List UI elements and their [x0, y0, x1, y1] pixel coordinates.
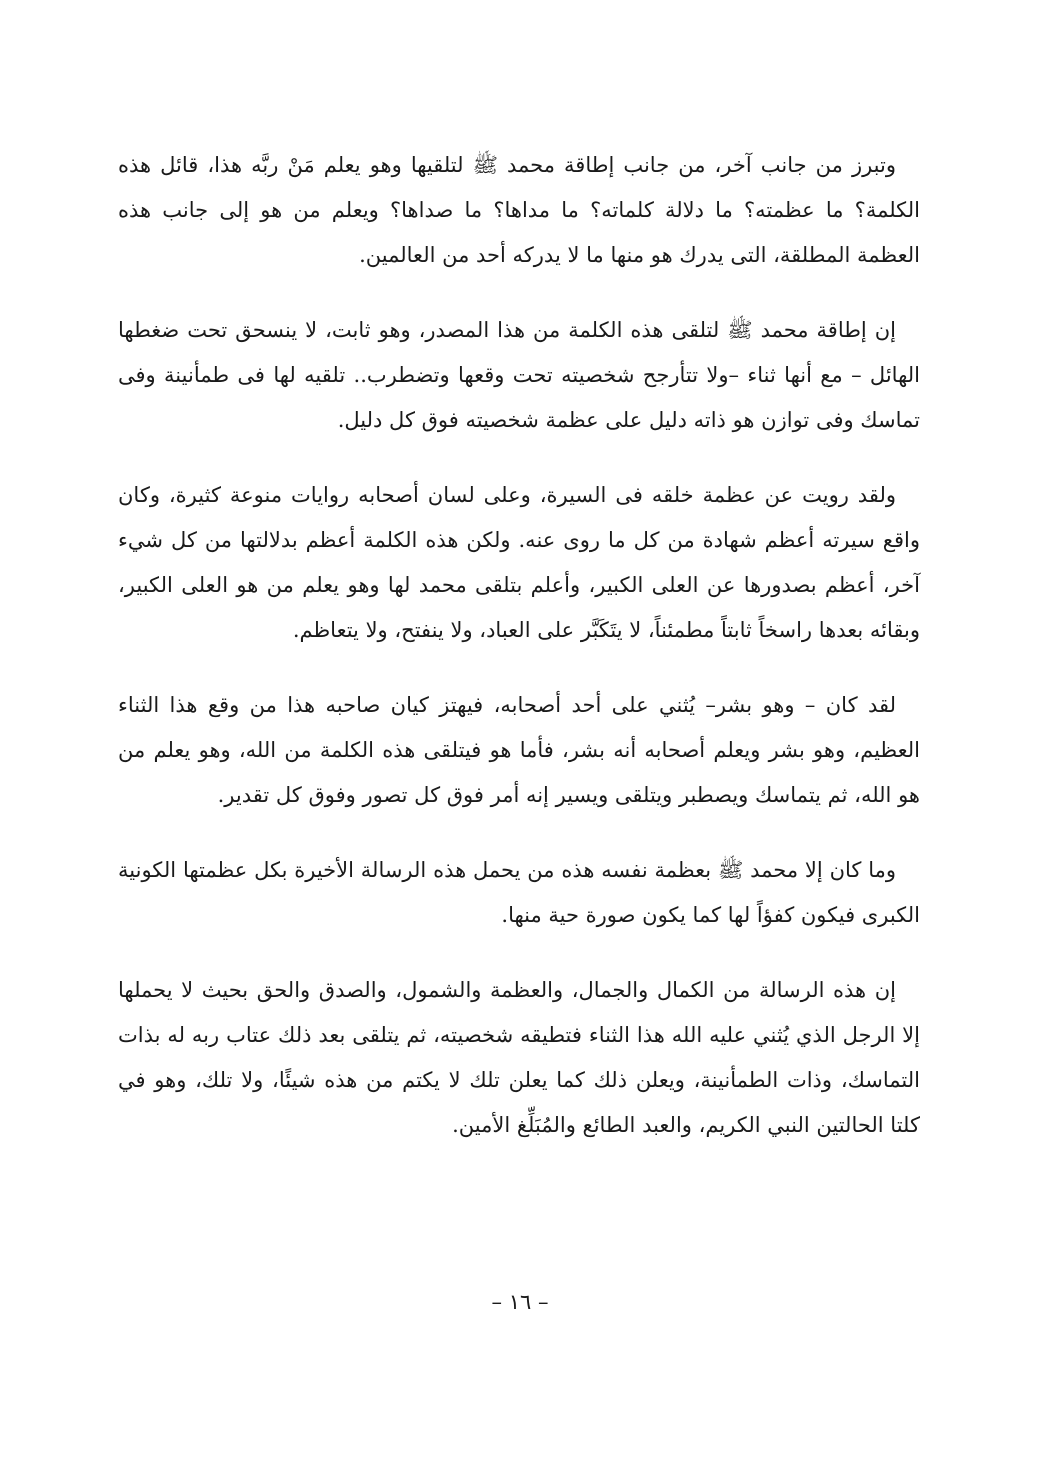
paragraph-4: لقد كان – وهو بشر– يُثني على أحد أصحابه، فيهتز كيان صاحبه هذا من وقع هذا الثناء العظيم، وهو بشر ويعلم أصحابه أنه بشر، فأما هو فيتلقى هذه الكلمة من الله، وهو يعلم من هو الله، ثم يتماسك ويصطبر ويتلقى ويسير إنه أمر فوق كل تصور وفوق كل تقدير. [118, 693, 920, 807]
body-text [118, 143, 920, 1148]
paragraph-6: إن هذه الرسالة من الكمال والجمال، والعظمة والشمول، والصدق والحق بحيث لا يحملها إلا الرجل الذي يُثني عليه الله هذا الثناء فتطيقه شخصيته، ثم يتلقى بعد ذلك عتاب ربه له بذات التماسك، وذات الطمأنينة، ويعلن ذلك كما يعلن تلك لا يكتم من هذه شيئًا، ولا تلك، وهو في كلتا الحالتين النبي الكريم، والعبد الطائع والمُبَلِّغ الأمين. [118, 978, 920, 1137]
paragraph-2: إن إطاقة محمد ﷺ لتلقى هذه الكلمة من هذا المصدر، وهو ثابت، لا ينسحق تحت ضغطها الهائل – مع أنها ثناء –ولا تتأرجح شخصيته تحت وقعها وتضطرب.. تلقيه لها فى طمأنينة وفى تماسك وفى توازن هو ذاته دليل على عظمة شخصيته فوق كل دليل. [118, 318, 920, 432]
page-number: – ١٦ – [491, 1290, 549, 1314]
paragraph-3: ولقد رويت عن عظمة خلقه فى السيرة، وعلى لسان أصحابه روايات منوعة كثيرة، وكان واقع سيرته أعظم شهادة من كل ما روى عنه. ولكن هذه الكلمة أعظم بدلالتها من كل شيء آخر، أعظم بصدورها عن العلى الكبير، وأعلم بتلقى محمد لها وهو يعلم من هو العلى الكبير، وبقائه بعدها راسخاً ثابتاً مطمئناً، لا يتَكَبَّر على العباد، ولا ينفتح، ولا يتعاظم. [118, 483, 920, 642]
paragraph-5: وما كان إلا محمد ﷺ بعظمة نفسه هذه من يحمل هذه الرسالة الأخيرة بكل عظمتها الكونية الكبرى فيكون كفؤاً لها كما يكون صورة حية منها. [118, 858, 920, 927]
paragraph-1: وتبرز من جانب آخر، من جانب إطاقة محمد ﷺ لتلقيها وهو يعلم مَنْ ربَّه هذا، قائل هذه الكلمة؟ ما عظمته؟ ما دلالة كلماته؟ ما مداها؟ ما صداها؟ ويعلم من هو إلى جانب هذه العظمة المطلقة، التى يدرك هو منها ما لا يدركه أحد من العالمين. [118, 153, 920, 267]
